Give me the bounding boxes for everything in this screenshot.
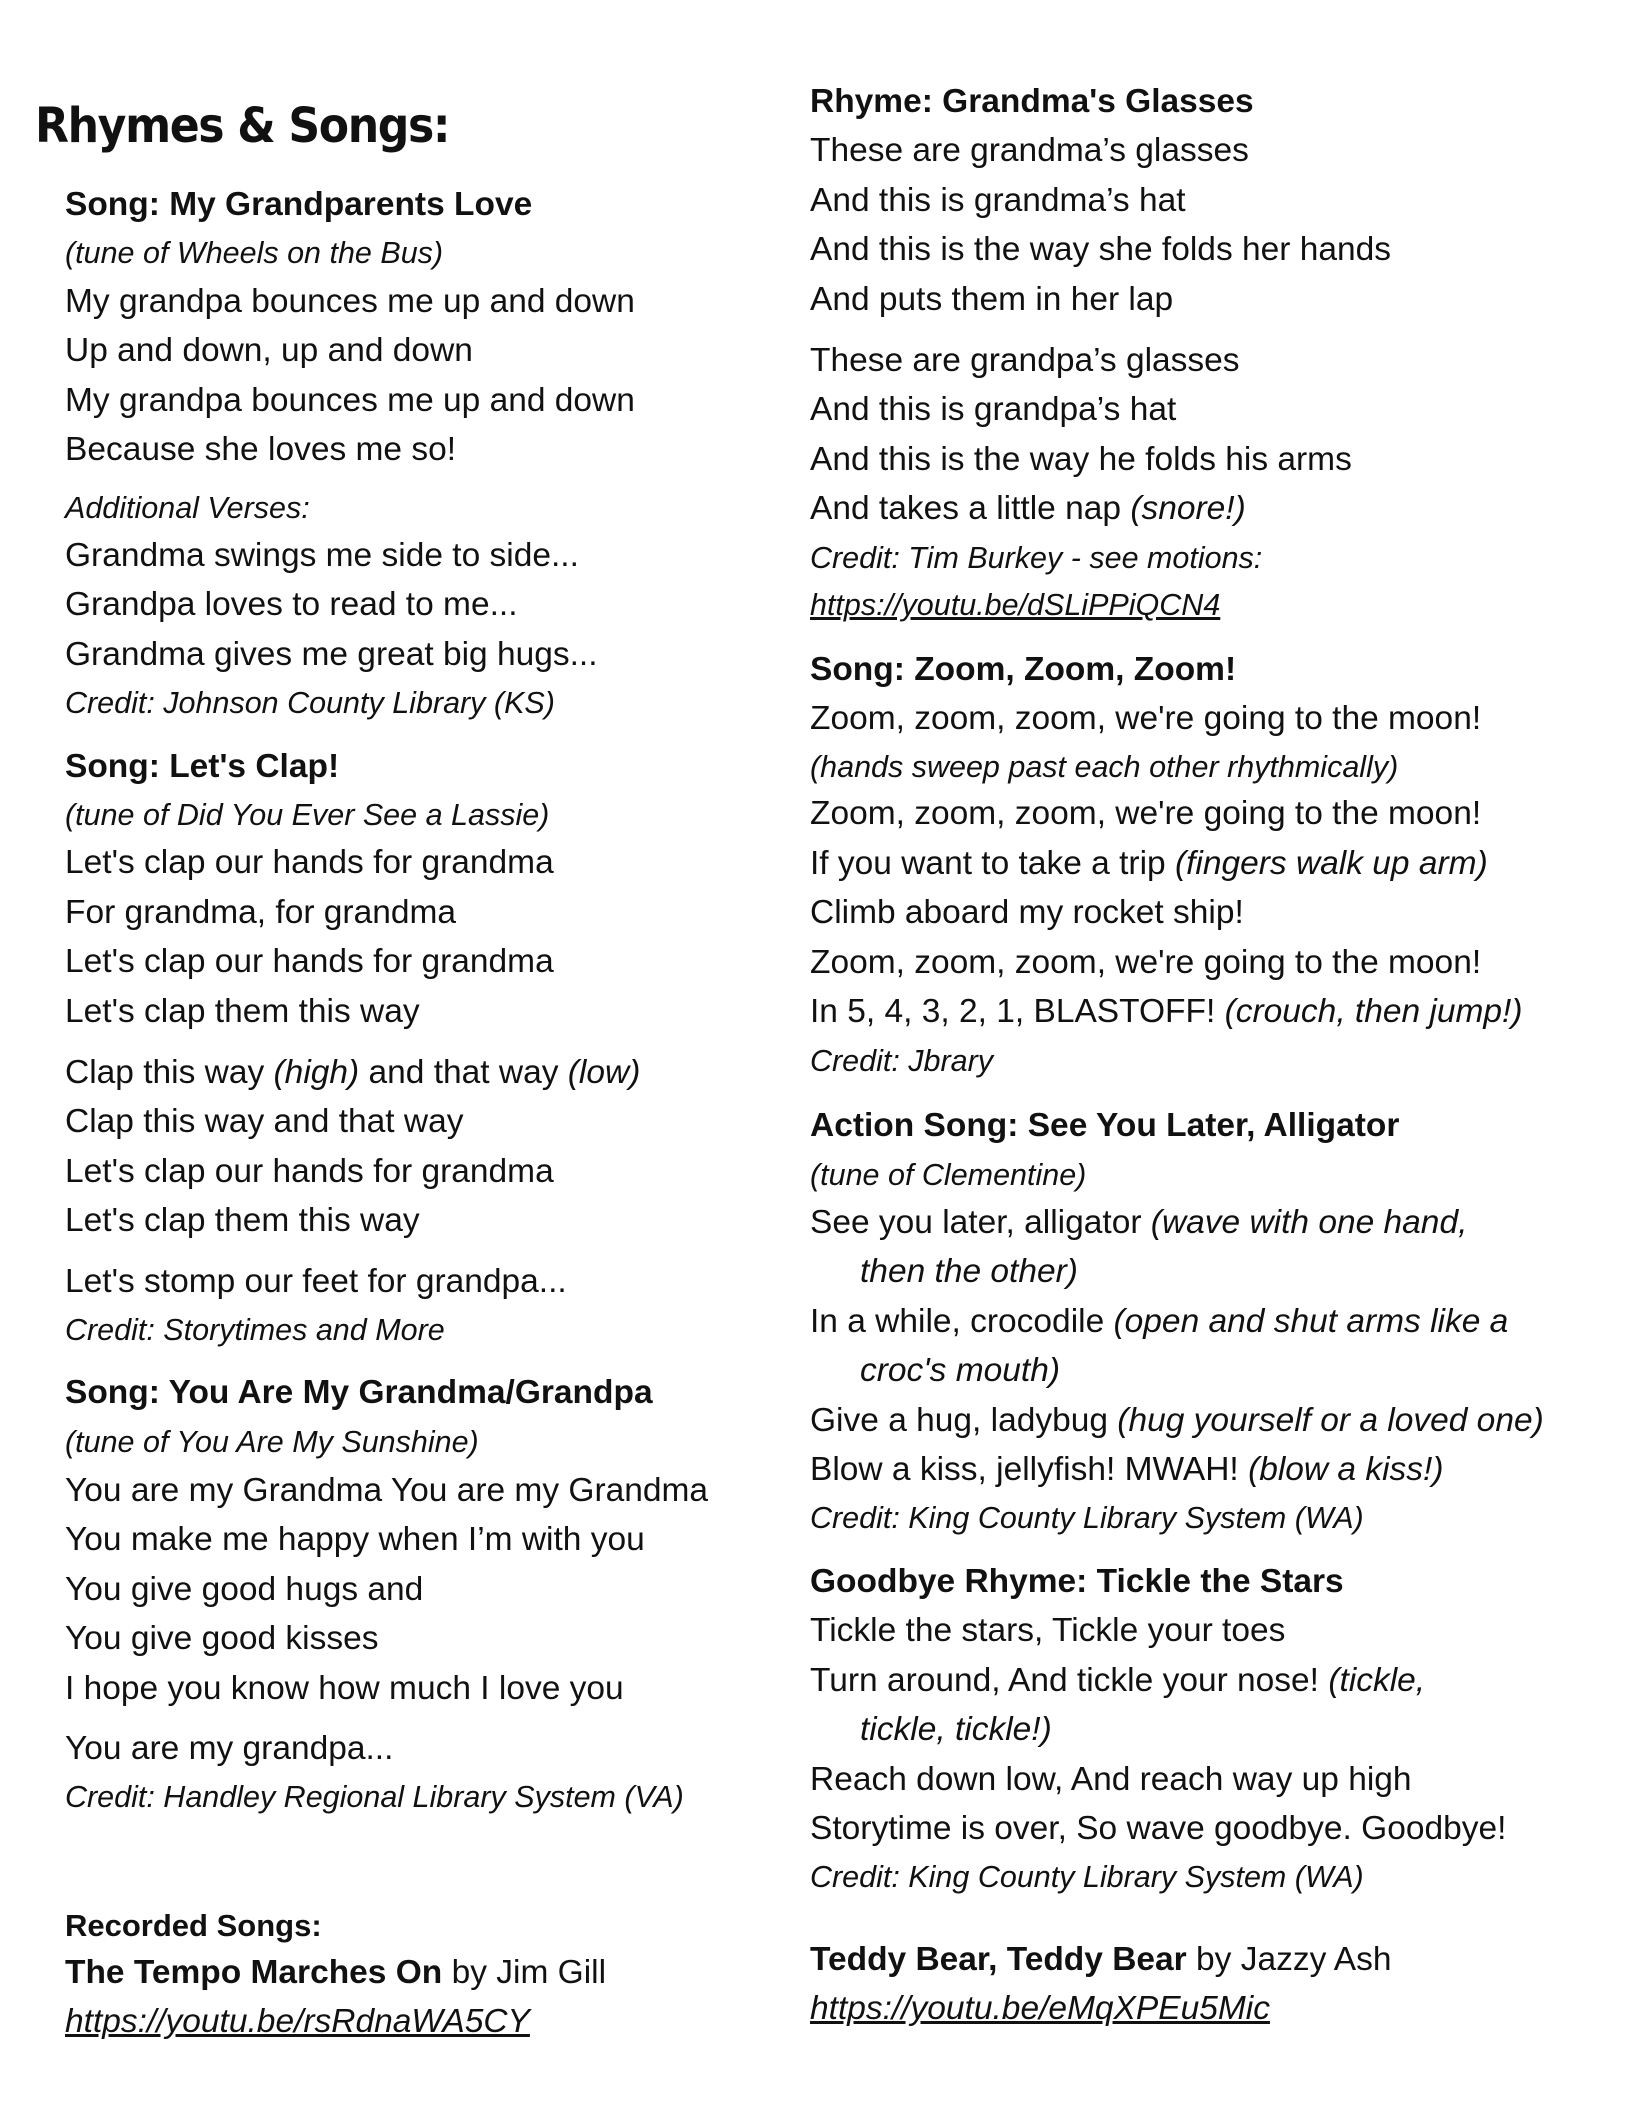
lyric-line: then the other) <box>860 1253 1078 1290</box>
lyric-line: If you want to take a trip (fingers walk up arm) <box>810 845 1488 882</box>
lyric-line: Clap this way and that way <box>65 1103 464 1140</box>
lyric-line: You give good kisses <box>65 1620 379 1657</box>
lyric-line: And this is grandpa’s hat <box>810 391 1177 428</box>
lyric-line: croc's mouth) <box>860 1352 1061 1389</box>
lyric-line: Let's stomp our feet for grandpa... <box>65 1263 567 1300</box>
recorded-song-link[interactable]: https://youtu.be/rsRdnaWA5CY <box>65 2003 530 2040</box>
lyric-line: You give good hugs and <box>65 1571 424 1608</box>
lyric-line: In 5, 4, 3, 2, 1, BLASTOFF! (crouch, then jump!) <box>810 993 1523 1030</box>
lyric-line: Climb aboard my rocket ship! <box>810 894 1244 931</box>
motions-link[interactable]: https://youtu.be/dSLiPPiQCN4 <box>810 588 1221 622</box>
lyric-line: Grandma gives me great big hugs... <box>65 636 598 673</box>
lyric-line: And this is the way she folds her hands <box>810 231 1391 268</box>
lyric-line: And this is the way he folds his arms <box>810 441 1352 478</box>
lyric-line: And puts them in her lap <box>810 281 1174 318</box>
song-tune: (tune of Clementine) <box>810 1158 1087 1192</box>
lyric-line: Zoom, zoom, zoom, we're going to the moon! <box>810 944 1482 981</box>
page-title: Rhymes & Songs: <box>35 98 450 154</box>
lyric-line: These are grandma’s glasses <box>810 132 1249 169</box>
recorded-songs-label: Recorded Songs: <box>65 1908 322 1943</box>
lyric-line: Give a hug, ladybug (hug yourself or a loved one) <box>810 1402 1544 1439</box>
lyric-line: Let's clap our hands for grandma <box>65 844 554 881</box>
lyric-line: Let's clap them this way <box>65 1202 420 1239</box>
lyric-line: tickle, tickle!) <box>860 1711 1052 1748</box>
lyric-line: You make me happy when I’m with you <box>65 1521 645 1558</box>
credit-line: Credit: Johnson County Library (KS) <box>65 686 555 720</box>
lyric-line: My grandpa bounces me up and down <box>65 283 635 320</box>
recorded-song: Teddy Bear, Teddy Bear by Jazzy Ash <box>810 1941 1392 1978</box>
lyric-line: I hope you know how much I love you <box>65 1670 624 1707</box>
lyric-line: Let's clap our hands for grandma <box>65 1153 554 1190</box>
lyric-line: And takes a little nap (snore!) <box>810 490 1246 527</box>
lyric-line: Storytime is over, So wave goodbye. Goodbye! <box>810 1810 1507 1847</box>
lyric-line: My grandpa bounces me up and down <box>65 382 635 419</box>
lyric-line: Clap this way (high) and that way (low) <box>65 1054 641 1091</box>
lyric-line: You are my Grandma You are my Grandma <box>65 1472 709 1509</box>
lyric-line: Let's clap our hands for grandma <box>65 943 554 980</box>
credit-line: Credit: Handley Regional Library System (VA) <box>65 1780 684 1814</box>
song-heading: Song: Let's Clap! <box>65 748 340 785</box>
song-heading: Goodbye Rhyme: Tickle the Stars <box>810 1563 1344 1600</box>
lyric-line: Tickle the stars, Tickle your toes <box>810 1612 1286 1649</box>
lyric-line: Zoom, zoom, zoom, we're going to the moon! <box>810 795 1482 832</box>
lyric-line: In a while, crocodile (open and shut arms like a <box>810 1303 1509 1340</box>
lyric-line: Because she loves me so! <box>65 431 457 468</box>
lyric-line: These are grandpa’s glasses <box>810 342 1240 379</box>
credit-line: Credit: Tim Burkey - see motions: <box>810 541 1263 575</box>
song-tune: (tune of Wheels on the Bus) <box>65 236 444 270</box>
lyric-line: Up and down, up and down <box>65 332 473 369</box>
lyric-line: You are my grandpa... <box>65 1730 394 1767</box>
credit-line: Credit: King County Library System (WA) <box>810 1860 1364 1894</box>
song-heading: Song: You Are My Grandma/Grandpa <box>65 1374 653 1411</box>
credit-line: Credit: Jbrary <box>810 1044 994 1078</box>
song-tune: (tune of Did You Ever See a Lassie) <box>65 798 550 832</box>
lyric-line: Blow a kiss, jellyfish! MWAH! (blow a kiss!) <box>810 1451 1444 1488</box>
lyric-line: See you later, alligator (wave with one hand, <box>810 1204 1468 1241</box>
lyric-line: Grandma swings me side to side... <box>65 537 579 574</box>
song-heading: Song: My Grandparents Love <box>65 186 533 223</box>
lyric-line: For grandma, for grandma <box>65 894 457 931</box>
lyric-line: Grandpa loves to read to me... <box>65 586 518 623</box>
lyric-line: Zoom, zoom, zoom, we're going to the moon! <box>810 700 1482 737</box>
credit-line: Credit: King County Library System (WA) <box>810 1501 1364 1535</box>
song-heading: Song: Zoom, Zoom, Zoom! <box>810 651 1237 688</box>
recorded-song: The Tempo Marches On by Jim Gill <box>65 1954 607 1991</box>
lyric-line: Turn around, And tickle your nose! (tickle, <box>810 1662 1426 1699</box>
lyric-line: Let's clap them this way <box>65 993 420 1030</box>
additional-verses-label: Additional Verses: <box>65 491 310 525</box>
lyric-line: And this is grandma’s hat <box>810 182 1186 219</box>
recorded-song-link[interactable]: https://youtu.be/eMqXPEu5Mic <box>810 1990 1270 2027</box>
credit-line: Credit: Storytimes and More <box>65 1313 445 1347</box>
song-heading: Rhyme: Grandma's Glasses <box>810 83 1254 120</box>
song-tune: (tune of You Are My Sunshine) <box>65 1425 479 1459</box>
song-heading: Action Song: See You Later, Alligator <box>810 1107 1400 1144</box>
lyric-line: Reach down low, And reach way up high <box>810 1761 1412 1798</box>
motion-note: (hands sweep past each other rhythmically) <box>810 750 1399 784</box>
